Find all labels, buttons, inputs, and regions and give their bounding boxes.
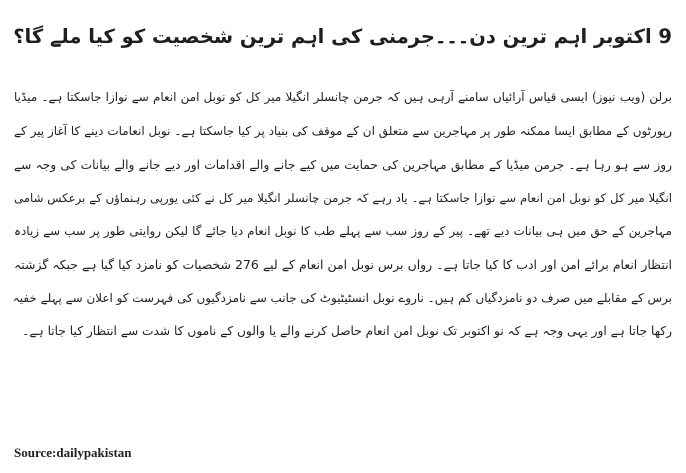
article-body-line: رکھا جاتا ہے اور یہی وجہ ہے کہ نو اکتوبر تک نوبل امن انعام حاصل کرنے والے یا والوں کے ناموں کا شدت سے انتظار کیا جاتا ہے۔ bbox=[22, 324, 672, 338]
article-body-line: برس کے مقابلے میں صرف دو نامزدگیاں کم ہیں۔ ناروے نوبل انسٹیٹیوٹ کی جانب سے نامزدگیوں کی فہرست کو اعلان سے پہلے خفیہ bbox=[12, 291, 672, 305]
article-headline: 9 اکتوبر اہم ترین دن۔۔۔جرمنی کی اہم ترین شخصیت کو کیا ملے گا؟ bbox=[13, 25, 672, 48]
source-credit: Source:dailypakistan bbox=[14, 445, 132, 460]
article-body-line: رپورٹوں کے مطابق ایسا ممکنہ طور پر مہاجرین سے متعلق ان کے موقف کی بنیاد پر کیا جاسکتا ہے۔ نوبل انعامات دینے کا آغاز پیر کے bbox=[14, 124, 672, 138]
article-body-line: انگیلا میر کل کو نوبل امن انعام سے نوازا جاسکتا ہے۔ یاد رہے کہ جرمن چانسلر انگیلا میر کل نے کئی یورپی رہنماؤں کے برعکس شامی bbox=[14, 191, 672, 205]
article-body-line: انتظار انعام برائے امن اور ادب کا کیا جاتا ہے۔ رواں برس نوبل امن انعام کے لیے 276 شخصیات کو نامزد کیا گیا ہے جبکہ گزشتہ bbox=[14, 257, 672, 272]
article bbox=[14, 0, 672, 473]
article-body-line: روز سے ہو رہا ہے۔ جرمن میڈیا کے مطابق مہاجرین کی حمایت میں کیے جانے والے اقدامات اور دیے جانے والے بیانات کی وجہ سے bbox=[14, 158, 672, 172]
article-body-line: مہاجرین کے حق میں ہی بیانات دیے تھے۔ پیر کے روز سب سے پہلے طب کا نوبل انعام دیا جائے گا لیکن روایتی طور پر سب سے زیادہ bbox=[14, 224, 672, 238]
article-body-line: برلن (ویب نیوز) ایسی قیاس آرائیاں سامنے آرہی ہیں کہ جرمن چانسلر انگیلا میر کل کو نوبل امن انعام سے نوازا جاسکتا ہے۔ میڈیا bbox=[14, 90, 672, 104]
